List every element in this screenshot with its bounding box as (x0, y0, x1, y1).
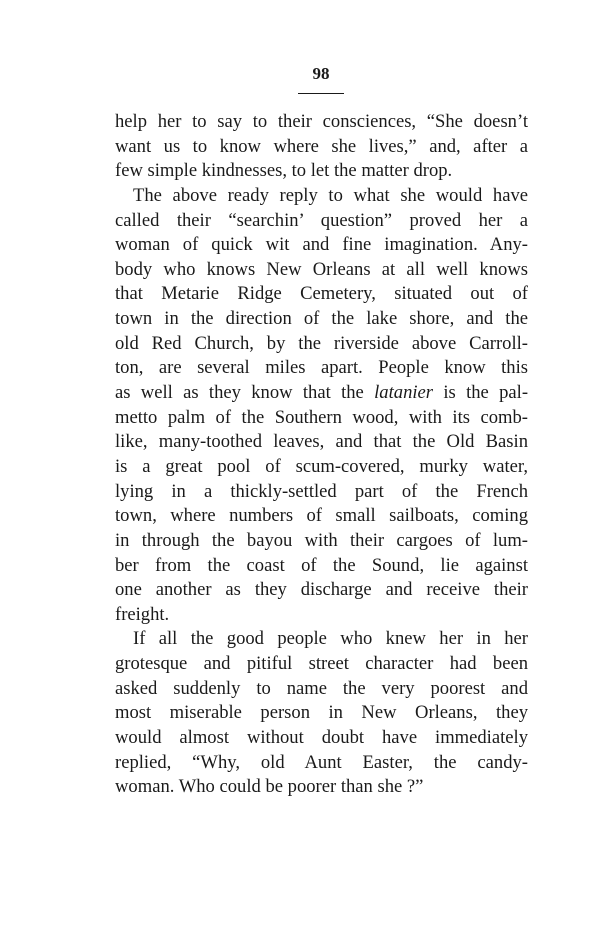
text-line: in through the bayou with their cargoes of lum- (115, 529, 528, 551)
text-line: ton, are several miles apart. People know this (115, 357, 528, 379)
text-segment: is the pal- (443, 382, 529, 404)
text-line: woman. Who could be poorer than she ?” (115, 776, 424, 798)
text-line: most miserable person in New Orleans, they (115, 702, 528, 724)
text-line: few simple kindnesses, to let the matter drop. (115, 160, 453, 182)
italic-word: latanier (374, 382, 434, 404)
text-line: one another as they discharge and receive their (115, 579, 528, 601)
text-line: old Red Church, by the riverside above Carroll- (115, 332, 528, 354)
text-line: freight. (115, 603, 170, 625)
text-line: would almost without doubt have immediately (115, 727, 528, 749)
text-line: want us to know where she lives,” and, after a (115, 135, 528, 157)
page-number: 98 (312, 64, 330, 83)
text-line: grotesque and pitiful street character had been (115, 653, 528, 675)
text-line: like, many-toothed leaves, and that the Old Basin (115, 431, 528, 453)
text-segment: as well as they know that the (115, 382, 364, 404)
text-line: metto palm of the Southern wood, with its comb- (115, 406, 528, 428)
text-line: replied, “Why, old Aunt Easter, the candy- (115, 751, 528, 773)
text-line: is a great pool of scum-covered, murky water, (115, 455, 528, 477)
text-line: called their “searchin’ question” proved her a (115, 209, 528, 231)
text-line: The above ready reply to what she would have (133, 184, 528, 206)
text-line: body who knows New Orleans at all well knows (115, 258, 528, 280)
text-line-with-italic (115, 381, 528, 406)
text-line: that Metarie Ridge Cemetery, situated out of (115, 283, 528, 305)
text-line: lying in a thickly-settled part of the French (115, 480, 528, 502)
page-number-rule (298, 93, 344, 94)
text-line: help her to say to their consciences, “She doesn’t (115, 111, 528, 132)
text-line: town, where numbers of small sailboats, coming (115, 505, 528, 527)
text-line: woman of quick wit and fine imagination. Any- (115, 234, 528, 256)
text-line: ber from the coast of the Sound, lie against (115, 554, 528, 576)
text-line: asked suddenly to name the very poorest and (115, 677, 528, 699)
text-line: town in the direction of the lake shore, and the (115, 308, 528, 330)
text-line: If all the good people who knew her in her (133, 628, 528, 650)
body-text (115, 110, 528, 800)
